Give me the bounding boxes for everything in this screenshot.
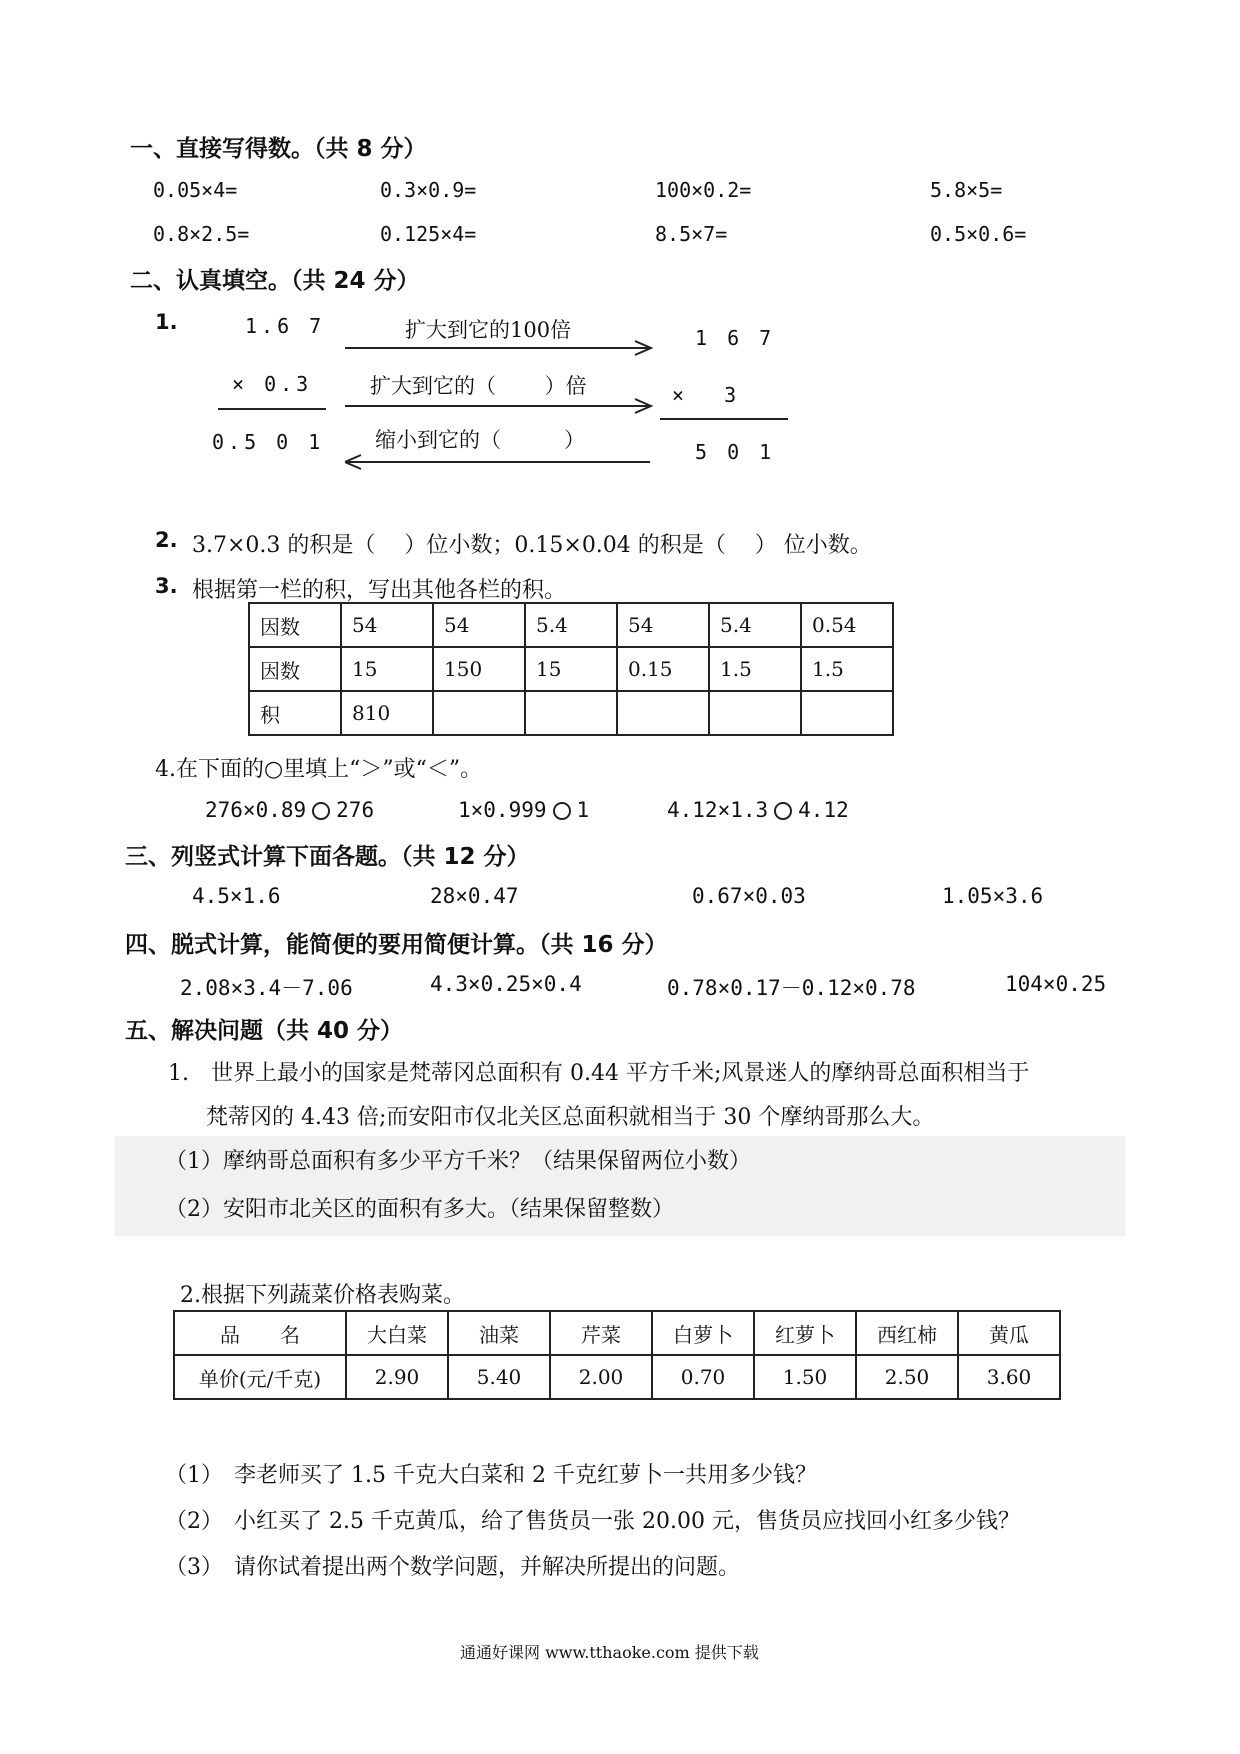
q4-text: 4.在下面的○里填上“＞”或“＜”。 <box>155 757 483 782</box>
q4-item-2-right: 1 <box>576 798 590 822</box>
right-arrow-2 <box>345 398 655 414</box>
header-cell: 白萝卜 <box>652 1311 754 1355</box>
cell: 54 <box>617 603 709 647</box>
q1-left-factor-2: × 0.3 <box>232 372 313 396</box>
q1-right-factor-1: 1 6 7 <box>695 326 776 350</box>
p2-q3: （3） 请你试着提出两个数学问题，并解决所提出的问题。 <box>165 1555 740 1580</box>
q4-item-3-left: 4.12×1.3 <box>667 798 769 822</box>
cell: 150 <box>433 647 525 691</box>
cell: 54 <box>433 603 525 647</box>
header-cell: 西红柿 <box>856 1311 958 1355</box>
cell: 15 <box>341 647 433 691</box>
price-cell: 2.00 <box>550 1355 652 1399</box>
s1-item-4: 5.8×5= <box>930 178 1003 202</box>
q4-item-1 <box>205 798 374 822</box>
cell: 54 <box>341 603 433 647</box>
arrow-label-3: 缩小到它的（ ） <box>375 428 585 452</box>
cell: 5.4 <box>525 603 617 647</box>
s1-item-7: 8.5×7= <box>655 222 728 246</box>
right-arrow-1 <box>345 340 655 356</box>
s3-item-4: 1.05×3.6 <box>942 884 1044 908</box>
s1-item-1: 0.05×4= <box>153 178 238 202</box>
p2-title: 2.根据下列蔬菜价格表购菜。 <box>180 1283 465 1308</box>
compare-circle-icon <box>553 802 571 820</box>
price-cell: 单价(元/千克) <box>174 1355 346 1399</box>
cell: 1.5 <box>709 647 801 691</box>
arrow-label-2: 扩大到它的（ ）倍 <box>370 374 587 398</box>
vegetable-price-table <box>173 1310 1061 1400</box>
cell: 0.54 <box>801 603 893 647</box>
section5-title: 五、解决问题（共 40 分） <box>125 1018 404 1044</box>
price-cell: 3.60 <box>958 1355 1060 1399</box>
section3-title: 三、列竖式计算下面各题。（共 12 分） <box>125 844 530 870</box>
price-cell: 0.70 <box>652 1355 754 1399</box>
s1-item-5: 0.8×2.5= <box>153 222 250 246</box>
left-arrow <box>345 454 655 470</box>
s1-item-6: 0.125×4= <box>380 222 477 246</box>
q1-number: 1. <box>155 310 178 334</box>
s4-item-2: 4.3×0.25×0.4 <box>430 972 582 996</box>
compare-circle-icon <box>774 802 792 820</box>
q1-right-product: 5 0 1 <box>695 440 776 464</box>
q4-item-1-left: 276×0.89 <box>205 798 307 822</box>
price-cell: 5.40 <box>448 1355 550 1399</box>
answer-cell <box>433 691 525 735</box>
cell: 5.4 <box>709 603 801 647</box>
p1-line1: 1. 世界上最小的国家是梵蒂冈总面积有 0.44 平方千米;风景迷人的摩纳哥总面积相当于 <box>168 1061 1030 1086</box>
q3-number: 3. <box>155 574 178 598</box>
s3-item-1: 4.5×1.6 <box>192 884 281 908</box>
answer-cell <box>525 691 617 735</box>
q4-item-3 <box>667 798 849 822</box>
section1-title: 一、直接写得数。（共 8 分） <box>130 136 427 162</box>
compare-circle-icon <box>312 802 330 820</box>
answer-cell <box>617 691 709 735</box>
price-cell: 1.50 <box>754 1355 856 1399</box>
cell: 0.15 <box>617 647 709 691</box>
s4-item-1: 2.08×3.4－7.06 <box>180 976 353 1000</box>
header-cell: 黄瓜 <box>958 1311 1060 1355</box>
p1-sub2: （2）安阳市北关区的面积有多大。（结果保留整数） <box>165 1197 674 1222</box>
answer-cell <box>709 691 801 735</box>
footer: 通通好课网 www.tthaoke.com 提供下载 <box>460 1643 759 1662</box>
s4-item-4: 104×0.25 <box>1005 972 1107 996</box>
s4-item-3: 0.78×0.17－0.12×0.78 <box>667 976 916 1000</box>
s1-item-3: 100×0.2= <box>655 178 752 202</box>
s1-item-2: 0.3×0.9= <box>380 178 477 202</box>
section4-title: 四、脱式计算，能简便的要用简便计算。（共 16 分） <box>125 932 668 958</box>
arrow-label-1: 扩大到它的100倍 <box>405 318 572 342</box>
q4-item-2-left: 1×0.999 <box>458 798 547 822</box>
q2-number: 2. <box>155 528 178 552</box>
q1-left-rule <box>218 408 326 410</box>
p2-q1: （1） 李老师买了 1.5 千克大白菜和 2 千克红萝卜一共用多少钱？ <box>165 1463 817 1488</box>
q1-right-factor-2: × 3 <box>672 383 737 407</box>
q2-text: 3.7×0.3 的积是（ ）位小数；0.15×0.04 的积是（ ） 位小数。 <box>192 533 872 558</box>
header-cell: 芹菜 <box>550 1311 652 1355</box>
product-table <box>248 602 894 736</box>
q3-text: 根据第一栏的积，写出其他各栏的积。 <box>192 578 567 603</box>
s3-item-3: 0.67×0.03 <box>692 884 806 908</box>
q1-left-factor-1: 1.6 7 <box>245 314 326 338</box>
q1-right-rule <box>660 418 788 420</box>
price-cell: 2.90 <box>346 1355 448 1399</box>
cell: 因数 <box>249 647 341 691</box>
header-cell: 大白菜 <box>346 1311 448 1355</box>
header-cell: 品 名 <box>174 1311 346 1355</box>
q4-item-3-right: 4.12 <box>798 798 849 822</box>
header-cell: 红萝卜 <box>754 1311 856 1355</box>
header-cell: 油菜 <box>448 1311 550 1355</box>
q1-left-product: 0.5 0 1 <box>212 430 325 454</box>
answer-cell <box>801 691 893 735</box>
cell: 810 <box>341 691 433 735</box>
p2-q2: （2） 小红买了 2.5 千克黄瓜，给了售货员一张 20.00 元，售货员应找回小红多少钱？ <box>165 1509 1020 1534</box>
s3-item-2: 28×0.47 <box>430 884 519 908</box>
cell: 1.5 <box>801 647 893 691</box>
q4-item-2 <box>458 798 589 822</box>
section2-title: 二、认真填空。（共 24 分） <box>130 268 420 294</box>
p1-sub1: （1）摩纳哥总面积有多少平方千米？（结果保留两位小数） <box>165 1149 751 1174</box>
cell: 因数 <box>249 603 341 647</box>
price-cell: 2.50 <box>856 1355 958 1399</box>
cell: 积 <box>249 691 341 735</box>
q4-item-1-right: 276 <box>336 798 375 822</box>
s1-item-8: 0.5×0.6= <box>930 222 1027 246</box>
cell: 15 <box>525 647 617 691</box>
p1-line2: 梵蒂冈的 4.43 倍;而安阳市仅北关区总面积就相当于 30 个摩纳哥那么大。 <box>206 1105 935 1130</box>
